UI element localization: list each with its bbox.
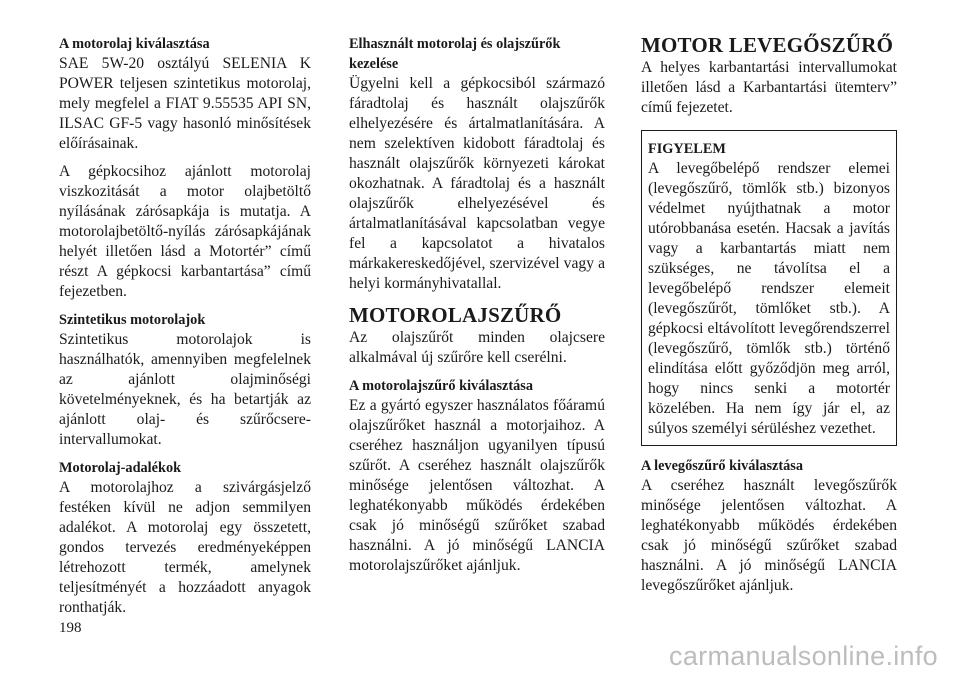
paragraph-oil-viscosity: A gépkocsihoz ajánlott motorolaj viszkozitását a motor olajbetöltő nyílásának zárósapkája is mutatja. A motorolajbetöltő-nyílás zárósapkájának helyét illetően lásd a Motortér” című részt A gépkocsi karbantartása” című fejezetben. (59, 163, 311, 300)
heading-oil-additives: Motorolaj-adalékok (59, 460, 182, 476)
column-1 (59, 34, 311, 626)
heading-air-filter-selection: A levegőszűrő kiválasztása (641, 458, 804, 474)
warning-box (641, 130, 897, 446)
paragraph-oil-spec: SAE 5W-20 osztályú SELENIA K POWER teljesen szintetikus motorolaj, mely megfelel a FIAT 9.55535 API SN, ILSAC GF-5 vagy hasonló minősítések előírásainak. (59, 55, 311, 152)
heading-synthetic-oils: Szintetikus motorolajok (59, 312, 206, 328)
section-title-air-filter: MOTOR LEVEGŐSZŰRŐ (641, 33, 894, 57)
watermark: carmanualsonline.info (669, 641, 938, 671)
paragraph-used-oil-disposal: Ügyelni kell a gépkocsiból származó fáradtolaj és használt olajszűrők elhelyezésére és ártalmatlanítására. A nem szelektíven kidobott fáradtolaj és használt olajszűrők környezeti károkat okozhatnak. A fáradtolaj és a használt olajszűrők elhelyezésével és ártalmatlanításával kapcsolatban vegye fel a kapcsolatot a hivatalos márkakereskedőjével, szervizével vagy a helyi kormányhivatallal. (349, 75, 605, 292)
warning-title: FIGYELEM (648, 141, 726, 157)
paragraph-air-filter-interval: A helyes karbantartási intervallumokat illetően lásd a Karbantartási ütemterv” című fejezetet. (641, 59, 897, 116)
paragraph-oil-additives: A motorolajhoz a szivárgásjelző festéken kívül ne adjon semmilyen adalékot. A motorolaj egy összetett, gondos tervezés eredményeképpen létrehozott termék, amelynek teljesítményét a hozzáadott anyagok ronthatják. (59, 479, 311, 616)
heading-oil-filter-selection: A motorolajszűrő kiválasztása (349, 378, 533, 394)
column-3 (641, 34, 897, 604)
paragraph-air-filter-selection: A cseréhez használt levegőszűrők minősége jelentősen változhat. A leghatékonyabb működés érdekében csak jó minőségű szűrőket szabad használni. A jó minőségű LANCIA levegőszűrőket ajánljuk. (641, 477, 897, 594)
column-2 (349, 34, 605, 584)
warning-text: A levegőbelépő rendszer elemei (levegőszűrő, tömlők stb.) bizonyos védelmet nyújthatnak a motor utórobbanása esetén. Hacsak a javítás vagy a karbantartás miatt nem szükséges, ne távolítsa el a levegőbelépő rendszer elemeit (levegőszűrőt, tömlőket stb.). A gépkocsi eltávolított levegőrendszerrel (levegőszűrő, tömlők stb.) történő elindítása előtt győződjön meg arról, hogy nincs senki a motortér közelében. Ha nem így jár el, az súlyos személyi sérüléshez vezethet. (648, 160, 890, 437)
heading-used-oil-disposal: Elhasznált motorolaj és olajszűrők kezelése (349, 36, 561, 72)
heading-motor-oil-selection: A motorolaj kiválasztása (59, 36, 210, 52)
paragraph-oil-filter-change: Az olajszűrőt minden olajcsere alkalmával új szűrőre kell cserélni. (349, 329, 605, 366)
section-title-oil-filter: MOTOROLAJSZŰRŐ (349, 303, 562, 327)
paragraph-oil-filter-selection: Ez a gyártó egyszer használatos főáramú olajszűrőket használ a motorjaihoz. A cseréhez használjon ugyanilyen típusú szűrőt. A cseréhez használt olajszűrők minősége jelentősen változhat. A leghatékonyabb működés érdekében csak jó minőségű szűrőket szabad használni. A jó minőségű LANCIA motorolajszűrőket ajánljuk. (349, 397, 605, 574)
paragraph-synthetic-oils: Szintetikus motorolajok is használhatók, amennyiben megfelelnek az ajánlott olajminőségi követelményeknek, és ha betartják az ajánlott olaj- és szűrőcsere-intervallumokat. (59, 331, 311, 448)
page-number: 198 (59, 620, 82, 636)
